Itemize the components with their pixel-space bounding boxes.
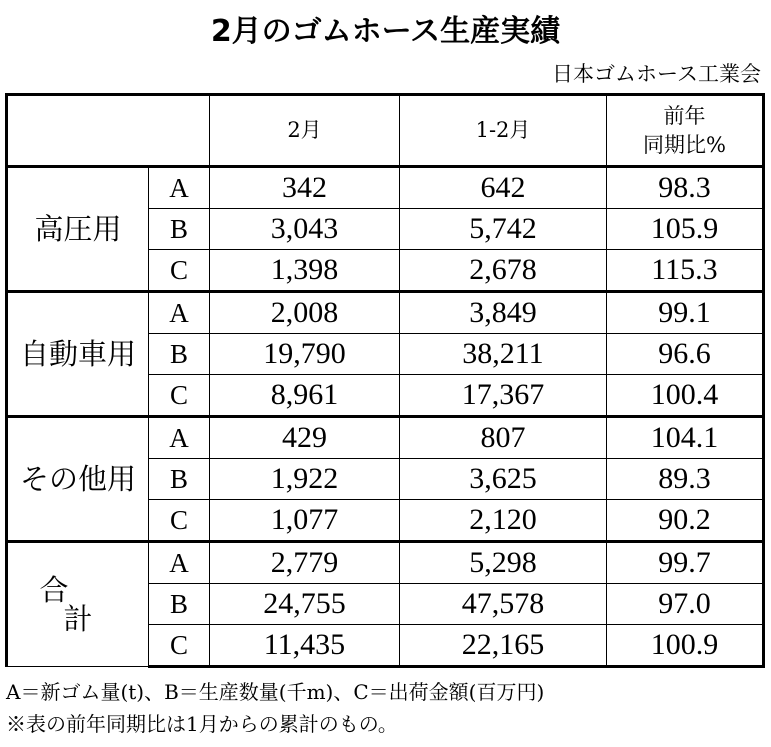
- cell-yoy: 98.3: [607, 167, 764, 209]
- cell-month: 24,755: [210, 584, 400, 625]
- footnote: ※表の前年同期比は1月からの累計のもの。: [6, 712, 398, 736]
- row-code: B: [149, 209, 210, 250]
- row-code: B: [149, 584, 210, 625]
- cell-yoy: 97.0: [607, 584, 764, 625]
- row-code: C: [149, 250, 210, 292]
- table-row: [7, 292, 764, 334]
- group-label-automotive: 自動車用: [7, 292, 149, 417]
- cell-ytd: 807: [400, 417, 607, 459]
- group-label-total: [7, 542, 149, 667]
- cell-ytd: 2,678: [400, 250, 607, 292]
- cell-yoy: 99.1: [607, 292, 764, 334]
- cell-month: 342: [210, 167, 400, 209]
- row-code: A: [149, 167, 210, 209]
- cell-yoy: 100.4: [607, 375, 764, 417]
- cell-ytd: 5,742: [400, 209, 607, 250]
- cell-month: 11,435: [210, 625, 400, 667]
- cell-ytd: 2,120: [400, 500, 607, 542]
- cell-month: 2,779: [210, 542, 400, 584]
- header-blank-cell: [7, 95, 210, 167]
- table-row: [7, 542, 764, 584]
- cell-month: 8,961: [210, 375, 400, 417]
- header-yoy-line2: 同期比%: [643, 132, 726, 157]
- source-label: 日本ゴムホース工業会: [552, 62, 761, 86]
- page-title: 2月のゴムホース生産実績: [210, 14, 561, 49]
- row-code: B: [149, 459, 210, 500]
- cell-month: 3,043: [210, 209, 400, 250]
- table-header-row: [7, 95, 764, 167]
- row-code: C: [149, 375, 210, 417]
- cell-yoy: 115.3: [607, 250, 764, 292]
- row-code: C: [149, 500, 210, 542]
- row-code: A: [149, 542, 210, 584]
- cell-month: 1,922: [210, 459, 400, 500]
- cell-ytd: 38,211: [400, 334, 607, 375]
- group-label-other: その他用: [7, 417, 149, 542]
- row-code: C: [149, 625, 210, 667]
- cell-yoy: 100.9: [607, 625, 764, 667]
- cell-yoy: 99.7: [607, 542, 764, 584]
- header-month: 2月: [210, 95, 400, 167]
- cell-yoy: 90.2: [607, 500, 764, 542]
- header-yoy: [607, 95, 764, 167]
- group-label-high-pressure: 高圧用: [7, 167, 149, 292]
- header-ytd: 1-2月: [400, 95, 607, 167]
- production-table: [5, 93, 765, 668]
- cell-month: 1,077: [210, 500, 400, 542]
- cell-yoy: 89.3: [607, 459, 764, 500]
- cell-month: 429: [210, 417, 400, 459]
- cell-month: 19,790: [210, 334, 400, 375]
- cell-ytd: 3,849: [400, 292, 607, 334]
- table-row: [7, 167, 764, 209]
- total-label-text: 合計: [39, 572, 141, 636]
- cell-ytd: 642: [400, 167, 607, 209]
- header-yoy-line1: 前年: [663, 104, 706, 129]
- table-row: [7, 417, 764, 459]
- row-code: A: [149, 292, 210, 334]
- cell-month: 1,398: [210, 250, 400, 292]
- row-code: B: [149, 334, 210, 375]
- cell-ytd: 22,165: [400, 625, 607, 667]
- cell-yoy: 105.9: [607, 209, 764, 250]
- row-code: A: [149, 417, 210, 459]
- cell-ytd: 3,625: [400, 459, 607, 500]
- cell-ytd: 17,367: [400, 375, 607, 417]
- legend-note: A＝新ゴム量(t)、B＝生産数量(千m)、C＝出荷金額(百万円): [6, 680, 545, 704]
- cell-month: 2,008: [210, 292, 400, 334]
- cell-ytd: 5,298: [400, 542, 607, 584]
- cell-ytd: 47,578: [400, 584, 607, 625]
- cell-yoy: 104.1: [607, 417, 764, 459]
- cell-yoy: 96.6: [607, 334, 764, 375]
